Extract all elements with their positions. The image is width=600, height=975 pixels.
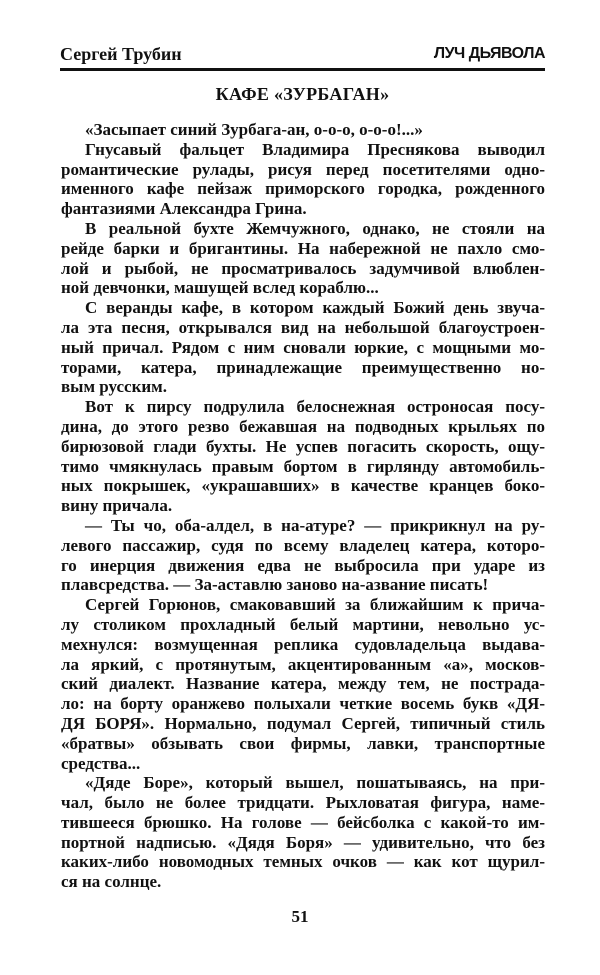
paragraph [61,773,545,892]
text-line: портной надписью. «Дядя Боря» — удивительно, что без [61,832,545,852]
text-line: фантазиями Александра Грина. [61,199,307,219]
body-text [61,120,545,892]
paragraph [61,298,545,397]
text-line: — Ты чо, оба-алдел, в на-атуре? — прикрикнул на ру- [85,515,545,535]
paragraph [61,120,545,140]
text-line: средства... [61,753,141,773]
text-line: Сергей Горюнов, смаковавший за ближайшим к прича- [85,595,545,615]
text-line: ный причал. Рядом с ним сновали юркие, с мощными мо- [61,337,545,357]
text-line: вину причала. [61,496,173,516]
text-line: каких-либо новомодных темных очков — как кот щурил- [61,852,545,872]
text-line: ся на солнце. [61,872,162,892]
text-line: «братвы» обзывать свои фирмы, лавки, транспортные [61,733,545,753]
text-line: лу столиком прохладный белый мартини, невольно ус- [61,614,545,634]
text-line: ной девчонки, машущей вслед кораблю... [61,278,379,298]
text-line: ных покрышек, «украшавших» в качестве кранцев боко- [61,476,545,496]
text-line: ский диалект. Название катера, между тем, не пострада- [61,674,545,694]
paragraph [61,219,545,298]
text-line: ДЯ БОРЯ». Нормально, подумал Сергей, типичный стиль [61,713,545,733]
text-line: левого пассажир, судя по всему владелец катера, которо- [61,535,545,555]
text-line: С веранды кафе, в котором каждый Божий день звуча- [85,298,545,318]
paragraph [61,595,545,773]
chapter-title: КАФЕ «ЗУРБАГАН» [215,84,390,104]
text-line: плавсредства. — За-аставлю заново на-азвание писать! [61,575,489,595]
text-line: В реальной бухте Жемчужного, однако, не стояли на [85,218,545,238]
page-number: 51 [291,907,309,926]
text-line: ла эта песня, открывался вид на небольшой благоустроен- [61,317,545,337]
text-line: лой и рыбой, не просматривалось задумчивой влюблен- [61,258,545,278]
text-line: ло: на борту оранжево полыхали четкие восемь букв «ДЯ- [61,694,545,714]
text-line: романтические рулады, рисуя перед посетителями одно- [61,159,545,179]
text-line: тившееся брюшко. На голове — бейсболка с какой-то им- [61,812,545,832]
paragraph [61,516,545,595]
header-author: Сергей Трубин [60,44,182,64]
header-rule [60,68,545,71]
text-line: Вот к пирсу подрулила белоснежная остроносая посу- [85,397,545,417]
text-line: вым русским. [61,377,168,397]
text-line: торами, катера, принадлежащие преимущественно но- [61,357,545,377]
running-header [60,44,545,68]
text-line: ла яркий, с протянутым, акцентированным «а», москов- [61,654,545,674]
text-line: го инерция движения едва не выбросила при ударе из [61,555,545,575]
text-line: мехнулся: возмущенная реплика судовладельца выдава- [61,634,545,654]
header-book-title: ЛУЧ ДЬЯВОЛА [433,45,545,62]
text-line: чал, было не более тридцати. Рыхловатая фигура, наме- [61,793,545,813]
text-line: дина, до этого резво бежавшая на подводных крыльях по [61,416,545,436]
text-line: «Засыпает синий Зурбага-ан, о-о-о, о-о-о!...» [85,120,423,139]
paragraph [61,140,545,219]
text-line: тимо чмякнулась правым бортом в гирлянду автомобиль- [61,456,545,476]
text-line: Гнусавый фальцет Владимира Преснякова выводил [85,139,545,159]
text-line: «Дяде Боре», который вышел, пошатываясь, на при- [85,773,545,793]
text-line: бирюзовой глади бухты. Не успев погасить скорость, ощу- [61,436,545,456]
paragraph [61,397,545,516]
text-line: именного кафе пейзаж приморского городка, рожденного [61,179,545,199]
text-line: рейде барки и бригантины. На набережной не пахло смо- [61,238,545,258]
